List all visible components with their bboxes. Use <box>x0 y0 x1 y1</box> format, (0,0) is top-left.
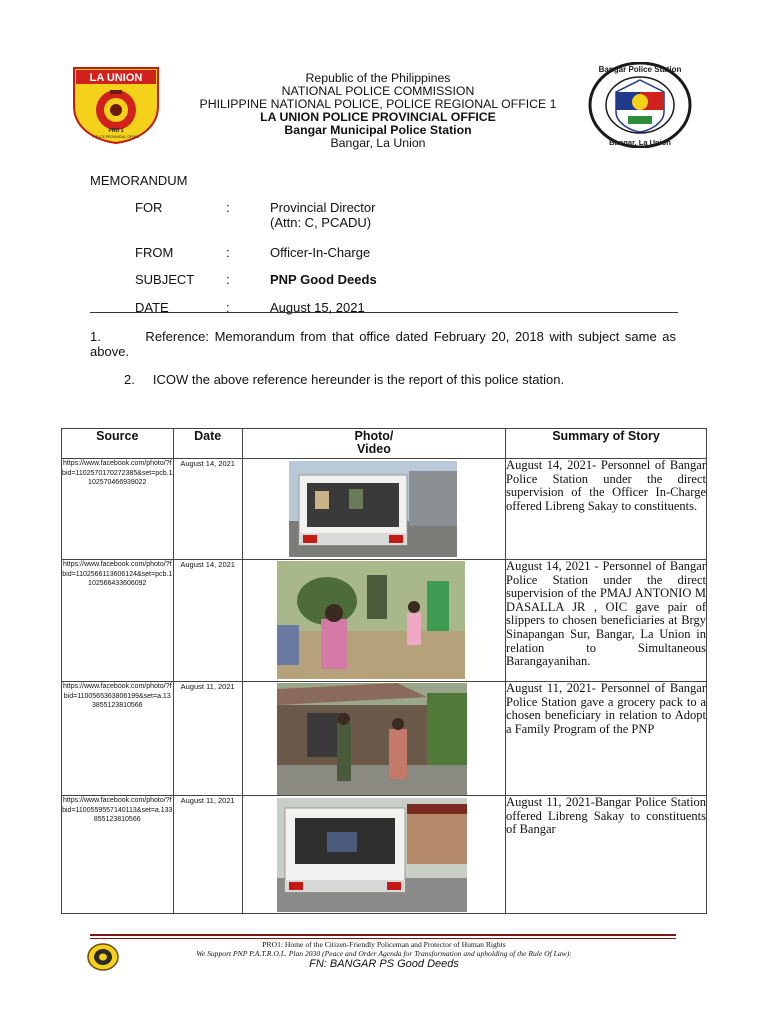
grocery-pack-photo <box>277 683 467 795</box>
memo-date-value: August 15, 2021 <box>270 300 365 315</box>
footer-line-2: We Support PNP P.A.T.R.O.L. Plan 2030 (Peace and Order Agenda for Transformation and upholding of the Rule Of Law): <box>196 949 572 958</box>
col-header-photo-line2: Video <box>357 442 391 456</box>
footer-rule-thin <box>90 938 676 939</box>
memo-for-value <box>270 200 570 230</box>
memo-from-colon: : <box>226 245 230 260</box>
footer-rule-thick <box>90 934 676 936</box>
memo-divider <box>90 312 678 313</box>
memo-for-label: FOR <box>135 200 163 215</box>
table-row <box>62 682 707 796</box>
good-deeds-table <box>61 428 707 914</box>
memo-date-label: DATE <box>135 300 169 315</box>
letterhead-napolcom: NATIONAL POLICE COMMISSION <box>281 84 475 98</box>
memo-for-colon: : <box>226 200 230 215</box>
table-row <box>62 560 707 682</box>
memo-paragraph-2: 2. ICOW the above reference hereunder is the report of this police station. <box>124 372 565 387</box>
libreng-sakay-photo <box>277 798 467 912</box>
memo-from-label: FROM <box>135 245 174 260</box>
letterhead-republic: Republic of the Philippines <box>305 71 451 85</box>
memo-subject-colon: : <box>226 272 230 287</box>
letterhead <box>150 72 606 150</box>
svg-text:LA UNION: LA UNION <box>89 72 143 84</box>
story-summary: August 14, 2021 - Personnel of Bangar Police Station under the direct supervision of the PMAJ ANTONIO M DASALLA JR , OIC gave pair of slippers to chosen beneficiaries at Brgy Sinapangan Sur, Bangar, La Union in relation to Simultaneous Barangayanihan. <box>506 560 707 682</box>
memo-subject-label: SUBJECT <box>135 272 195 287</box>
svg-text:POLICE PROVINCIAL OFFICE: POLICE PROVINCIAL OFFICE <box>92 135 140 139</box>
memo-subject-value: PNP Good Deeds <box>270 272 377 287</box>
letterhead-provincial-office: LA UNION POLICE PROVINCIAL OFFICE <box>260 110 496 124</box>
table-row <box>62 796 707 914</box>
memo-title: MEMORANDUM <box>90 173 188 188</box>
source-link[interactable]: https://www.facebook.com/photo/?fbid=1100565363806199&set=a.133855123810566 <box>62 682 174 796</box>
photo-cell <box>242 560 505 682</box>
table-row <box>62 459 707 560</box>
story-summary: August 11, 2021- Personnel of Bangar Police Station gave a grocery pack to a chosen beneficiary in relation to Adopt a Family Program of the PNP <box>506 682 707 796</box>
table-header-row <box>62 429 707 459</box>
la-union-ppo-logo <box>72 66 160 144</box>
memo-date-colon: : <box>226 300 230 315</box>
row-date: August 14, 2021 <box>173 459 242 560</box>
photo-cell <box>242 459 505 560</box>
photo-cell <box>242 796 505 914</box>
photo-cell <box>242 682 505 796</box>
slipper-distribution-photo <box>277 561 465 679</box>
footer-motto <box>120 940 648 958</box>
bangar-police-station-seal <box>588 62 692 148</box>
source-link[interactable]: https://www.facebook.com/photo/?fbid=1102570170272385&set=pcb.1102570466939022 <box>62 459 174 560</box>
source-link[interactable]: https://www.facebook.com/photo/?fbid=1100559557140113&set=a.133855123810566 <box>62 796 174 914</box>
footer-line-1: PRO1: Home of the Citizen-Friendly Policeman and Protector of Human Rights <box>262 940 506 949</box>
col-header-photo-line1: Photo/ <box>354 429 394 443</box>
row-date: August 11, 2021 <box>173 796 242 914</box>
story-summary: August 14, 2021- Personnel of Bangar Police Station under the direct supervision of the Officer In-Charge offered Libreng Sakay to constituents. <box>506 459 707 560</box>
memo-paragraph-1: 1. Reference: Memorandum from that office dated February 20, 2018 with subject same as above. <box>90 329 680 359</box>
letterhead-station: Bangar Municipal Police Station <box>284 123 472 137</box>
svg-text:Bangar Police Station: Bangar Police Station <box>598 65 682 74</box>
row-date: August 14, 2021 <box>173 560 242 682</box>
col-header-date: Date <box>173 429 242 459</box>
story-summary: August 11, 2021-Bangar Police Station offered Libreng Sakay to constituents of Bangar <box>506 796 707 914</box>
col-header-summary: Summary of Story <box>506 429 707 459</box>
row-date: August 11, 2021 <box>173 682 242 796</box>
memo-for-recipient: Provincial Director <box>270 200 376 215</box>
col-header-photo <box>242 429 505 459</box>
police-vehicle-photo <box>289 461 457 557</box>
letterhead-pnp-region: PHILIPPINE NATIONAL POLICE, POLICE REGIONAL OFFICE 1 <box>199 97 557 111</box>
footer-file-name: FN: BANGAR PS Good Deeds <box>309 958 459 970</box>
source-link[interactable]: https://www.facebook.com/photo/?fbid=1102566113606124&set=pcb.1102566433606092 <box>62 560 174 682</box>
memo-for-attention: (Attn: C, PCADU) <box>270 215 372 230</box>
memo-from-value: Officer-In-Charge <box>270 245 371 260</box>
svg-text:Bangar, La Union: Bangar, La Union <box>609 138 671 147</box>
svg-text:PRO 1: PRO 1 <box>108 128 124 134</box>
letterhead-location: Bangar, La Union <box>330 136 426 150</box>
col-header-source: Source <box>62 429 174 459</box>
pnp-patrol-seal <box>86 942 120 972</box>
